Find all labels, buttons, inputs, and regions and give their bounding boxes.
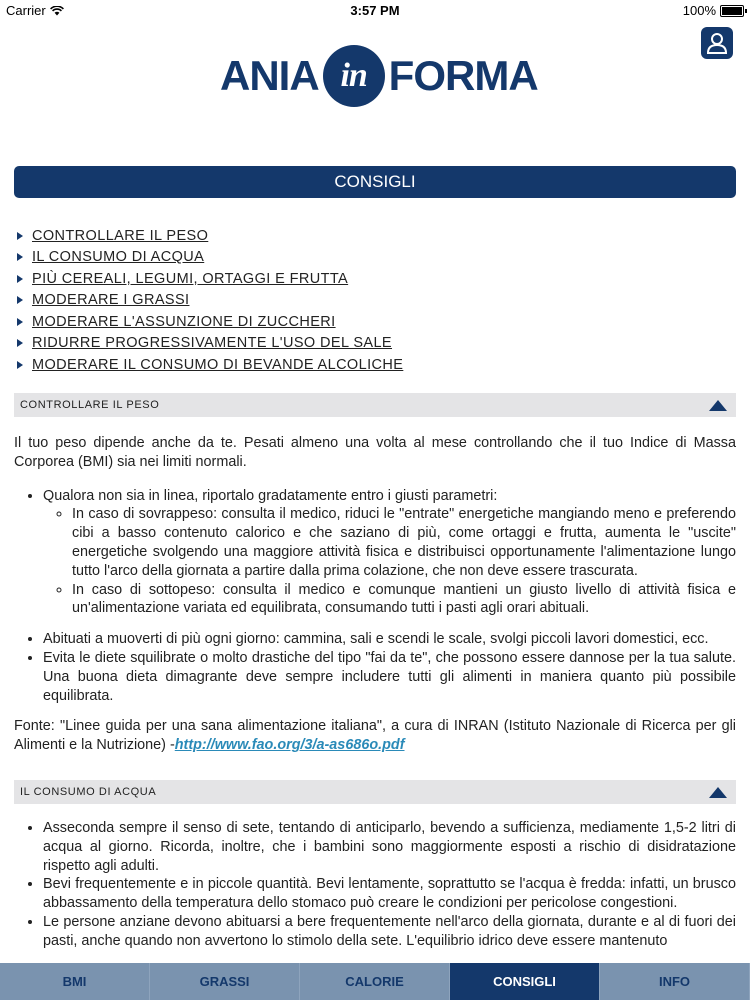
- list-item: • Asseconda sempre il senso di sete, tentando di anticiparlo, bevendo a sufficienza, mediamente 1,5-2 litri di acqua al giorno. Ricorda, inoltre, che i bambini sono maggiormente esposti a rischio di disidratazione rispetto agli adulti.: [43, 819, 736, 875]
- page-title-banner: CONSIGLI: [14, 166, 736, 198]
- tab-consigli[interactable]: CONSIGLI: [450, 963, 600, 1000]
- bottom-tab-bar: [0, 963, 750, 1000]
- toc-link[interactable]: MODERARE I GRASSI: [32, 292, 190, 309]
- section-body-acqua: [14, 819, 736, 951]
- tab-calorie[interactable]: CALORIE: [300, 963, 450, 1000]
- section-body-peso: [14, 434, 736, 755]
- tab-bmi[interactable]: BMI: [0, 963, 150, 1000]
- ania-informa-logo: [220, 42, 538, 110]
- section-title: IL CONSUMO DI ACQUA: [20, 786, 157, 798]
- toc-item[interactable]: [14, 247, 403, 269]
- carrier-label: Carrier: [6, 3, 46, 18]
- list-item: • Abituati a muoverti di più ogni giorno: cammina, sali e scendi le scale, svolgi piccoli lavori domestici, ecc.: [43, 630, 736, 649]
- toc-item[interactable]: [14, 354, 403, 376]
- list-item: • Evita le diete squilibrate o molto drastiche del tipo "fai da te", che possono essere dannose per la tua salute. Una buona dieta dimagrante deve sempre includere tutti gli alimenti in maniera quanto più possibile equilibrata.: [43, 649, 736, 705]
- topic-index: [14, 225, 403, 376]
- section-header-acqua[interactable]: [14, 780, 736, 804]
- toc-item[interactable]: [14, 311, 403, 333]
- collapse-arrow-icon[interactable]: [709, 400, 727, 411]
- list-item: ◦ In caso di sottopeso: consulta il medico e comunque mantieni un giusto livello di attività fisica e un'alimentazione variata ed equilibrata, consumando tutti i pasti agli orari abituali.: [72, 581, 736, 619]
- battery-percent: 100%: [682, 3, 716, 18]
- collapse-arrow-icon[interactable]: [709, 787, 727, 798]
- toc-link[interactable]: MODERARE IL CONSUMO DI BEVANDE ALCOLICHE: [32, 356, 404, 373]
- intro-paragraph: Il tuo peso dipende anche da te. Pesati almeno una volta al mese controllando che il tuo Indice di Massa Corporea (BMI) sia nei limiti normali.: [14, 435, 736, 470]
- toc-item[interactable]: [14, 333, 403, 355]
- status-bar: [0, 0, 750, 20]
- section-title: CONTROLLARE IL PESO: [20, 399, 160, 411]
- list-item: • Bevi frequentemente e in piccole quantità. Bevi lentamente, soprattutto se l'acqua è fredda: infatti, un brusco abbassamento della temperatura dello stomaco può creare le condizioni per pericolose congestioni.: [43, 875, 736, 913]
- play-triangle-icon: [17, 253, 23, 261]
- user-icon: [706, 32, 728, 54]
- toc-link[interactable]: CONTROLLARE IL PESO: [32, 227, 209, 244]
- clock: 3:57 PM: [350, 3, 400, 18]
- play-triangle-icon: [17, 361, 23, 369]
- section-header-peso[interactable]: [14, 393, 736, 417]
- list-item: ◦ In caso di sovrappeso: consulta il medico, riduci le "entrate" energetiche mangiando meno e preferendo cibi a basso contenuto calorico e che saziano di più, come ortaggi e frutta, aumenta le "uscite" energetiche svolgendo una maggiore attività fisica e distribuisci opportunamente l'alimentazione lungo tutto l'arco della giornata a partire dalla prima colazione, che non deve essere trascurata.: [72, 505, 736, 580]
- list-item: • Qualora non sia in linea, riportalo gradatamente entro i giusti parametri: ◦ In caso di sovrappeso: consulta il medico, riduci le "entrate" energetiche mangiando meno e preferendo cibi a basso contenuto calorico e che saziano di più, come ortaggi e frutta, aumenta le "uscite" energetiche svolgendo una maggiore attività fisica e distribuisci opportunamente l'alimentazione lungo tutto l'arco della giornata a partire dalla prima colazione, che non deve essere trascurata. ◦ In caso di sottopeso: consulta il medico e comunque mantieni un giusto livello di attività fisica e un'alimentazione variata ed equilibrata, consumando tutti i pasti agli orari abituali.: [43, 487, 736, 619]
- play-triangle-icon: [17, 339, 23, 347]
- tab-info[interactable]: INFO: [600, 963, 750, 1000]
- toc-link[interactable]: IL CONSUMO DI ACQUA: [32, 249, 205, 266]
- toc-link[interactable]: RIDURRE PROGRESSIVAMENTE L'USO DEL SALE: [32, 335, 393, 352]
- play-triangle-icon: [17, 318, 23, 326]
- play-triangle-icon: [17, 296, 23, 304]
- source-link[interactable]: http://www.fao.org/3/a-as686o.pdf: [174, 737, 405, 754]
- tab-grassi[interactable]: GRASSI: [150, 963, 300, 1000]
- user-profile-button[interactable]: [701, 27, 733, 59]
- toc-item[interactable]: [14, 268, 403, 290]
- play-triangle-icon: [17, 232, 23, 240]
- toc-item[interactable]: [14, 225, 403, 247]
- source-paragraph: [14, 717, 736, 755]
- toc-item[interactable]: [14, 290, 403, 312]
- source-text: Fonte: "Linee guida per una sana alimentazione italiana", a cura di INRAN (Istituto Nazionale di Ricerca per gli Alimenti e la Nutrizione) -: [14, 718, 736, 754]
- toc-link[interactable]: PIÙ CEREALI, LEGUMI, ORTAGGI E FRUTTA: [32, 270, 349, 287]
- toc-link[interactable]: MODERARE L'ASSUNZIONE DI ZUCCHERI: [32, 313, 336, 330]
- logo-text-right: FORMA: [388, 52, 538, 99]
- play-triangle-icon: [17, 275, 23, 283]
- logo-in-circle: in: [323, 45, 385, 107]
- list-item: • Le persone anziane devono abituarsi a bere frequentemente nell'arco della giornata, durante e al di fuori dei pasti, anche quando non avvertono lo stimolo della sete. L'equilibrio idrico deve essere mantenuto: [43, 913, 736, 951]
- logo-text-left: ANIA: [220, 52, 319, 99]
- battery-icon: [720, 5, 744, 17]
